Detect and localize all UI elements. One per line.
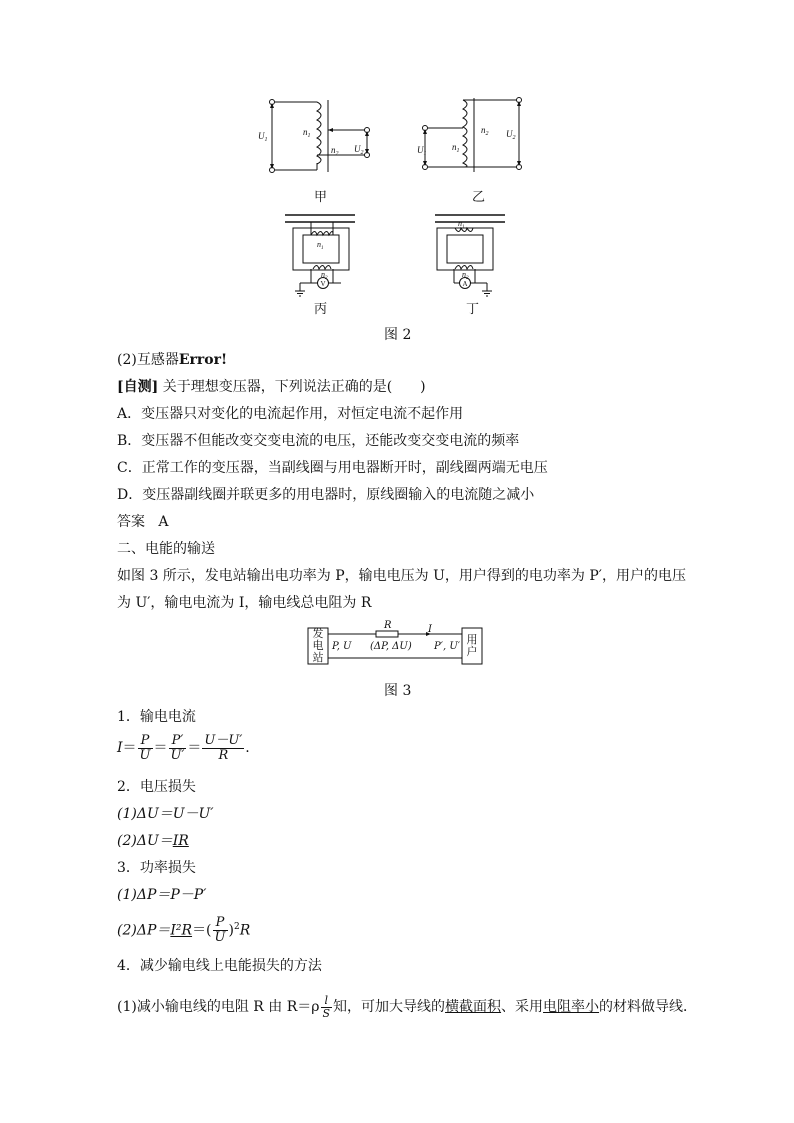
power-loss-2: (2)ΔP＝I²R＝( $\frac{P}{U}$ )$^2$R (117, 915, 251, 946)
method-1: (1)减小输电线的电阻 R 由 R＝ρ $\frac{l}{S}$ 知，可加大导线的横截面积、采用电阻率小的材料做导线． (117, 993, 698, 1020)
item-1-heading: 1．输电电流 (117, 709, 196, 725)
svg-text:n2: $n_2$ (481, 125, 489, 137)
power-loss-1: (1)ΔP＝P－P′ (117, 887, 207, 903)
loss-label: (ΔP, ΔU) (370, 641, 412, 652)
label-bing: 丙 (314, 302, 328, 317)
figure-2-caption: 图 2 (384, 327, 412, 343)
svg-text:n2: $n_2$ (462, 270, 469, 281)
svg-text:U1: $U_1$ (258, 131, 268, 143)
item-2-heading: 2．电压损失 (117, 779, 196, 795)
section-2-intro-2: 为 U′，输电电流为 I，输电线总电阻为 R (117, 595, 372, 611)
figure-2-diagrams (255, 95, 555, 320)
pu-label: P, U (332, 641, 352, 652)
label-yi: 乙 (472, 190, 486, 205)
voltage-loss-2: (2)ΔU＝IR (117, 833, 189, 849)
item-3-heading: 3．功率损失 (117, 860, 196, 876)
figure-3-caption: 图 3 (384, 683, 412, 699)
svg-text:V: V (320, 280, 326, 288)
option-d: D．变压器副线圈并联更多的用电器时，原线圈输入的电流随之减小 (117, 487, 535, 503)
label-ding: 丁 (466, 302, 480, 317)
svg-text:A: A (462, 280, 468, 288)
answer-line: 答案 A (117, 514, 169, 530)
user-label: 用 户 (466, 633, 478, 658)
svg-text:n2: $n_2$ (331, 145, 339, 157)
self-test-question: [自测] 关于理想变压器，下列说法正确的是( ) (117, 379, 426, 395)
resistor-label: R (384, 620, 392, 631)
svg-text:U1: $U_1$ (417, 145, 427, 157)
option-b: B．变压器不但能改变交变电流的电压，还能改变交变电流的频率 (117, 433, 520, 449)
option-c: C．正常工作的变压器，当副线圈与用电器断开时，副线圈两端无电压 (117, 460, 548, 476)
item-4-heading: 4．减少输电线上电能损失的方法 (117, 958, 322, 974)
svg-text:n1: $n_1$ (303, 127, 311, 139)
svg-text:n1: $n_1$ (458, 219, 465, 230)
section-2-intro-1: 如图 3 所示，发电站输出电功率为 P，输电电压为 U，用户得到的电功率为 P′，用户的电压 (117, 568, 686, 584)
user-pu-label: P′, U′ (434, 641, 461, 652)
voltage-loss-1: (1)ΔU＝U－U′ (117, 806, 214, 822)
mutual-inductor-heading: (2)互感器Error! (117, 352, 228, 368)
option-a: A．变压器只对变化的电流起作用，对恒定电流不起作用 (117, 406, 464, 422)
current-label: I (428, 624, 432, 635)
svg-text:n1: $n_1$ (452, 142, 460, 154)
svg-text:n1: $n_1$ (317, 240, 324, 251)
svg-text:U2: $U_2$ (506, 129, 516, 141)
label-jia: 甲 (314, 190, 328, 205)
power-station-label: 发 电 站 (312, 627, 324, 664)
svg-text:U2: $U_2$ (354, 144, 364, 156)
svg-text:n2: $n_2$ (321, 270, 328, 281)
current-formula: I＝ $\frac{P}{U}$ ＝ $\frac{P'}{U'}$ ＝ $\frac{U-U'}{R}$ . (117, 732, 250, 763)
section-2-heading: 二、电能的输送 (117, 541, 215, 557)
